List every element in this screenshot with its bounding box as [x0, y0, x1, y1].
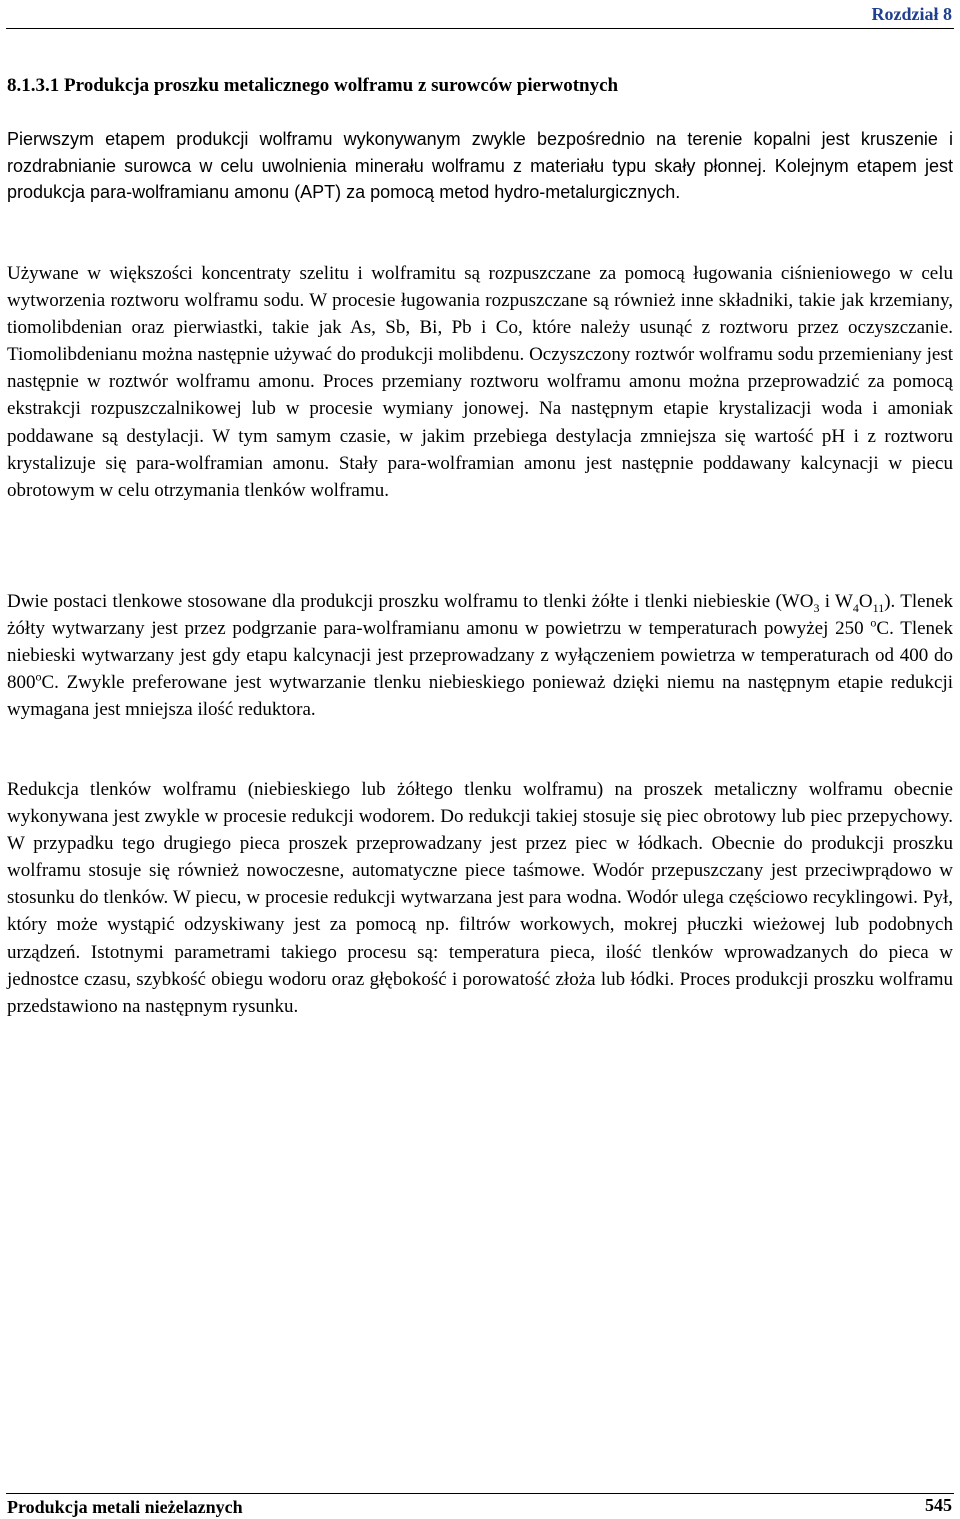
- paragraph-3-part-f: C. Zwykle preferowane jest wytwarzanie tlenku niebieskiego ponieważ dzięki niemu na następnym etapie redukcji wymagana jest mniejsza ilość reduktora.: [7, 672, 953, 721]
- chapter-label: Rozdział 8: [871, 4, 952, 24]
- header-divider: [6, 28, 954, 29]
- paragraph-4: [7, 776, 953, 1020]
- paragraph-3-part-a: Dwie postaci tlenkowe stosowane dla produkcji proszku wolframu to tlenki żółte i tlenki niebieskie (WO: [7, 591, 814, 612]
- degree-sup-1: o: [870, 615, 877, 630]
- paragraph-3: [7, 588, 953, 723]
- subscript-4: 4: [852, 600, 859, 615]
- section-heading: 8.1.3.1 Produkcja proszku metalicznego wolframu z surowców pierwotnych: [7, 75, 619, 96]
- footer-title: Produkcja metali nieżelaznych: [7, 1497, 243, 1517]
- subscript-11: 11: [872, 600, 885, 615]
- paragraph-3-part-c: O: [858, 591, 873, 612]
- paragraph-2: [7, 260, 953, 504]
- paragraph-3-text: [7, 588, 953, 723]
- paragraph-3-part-d: ). Tlenek żółty wytwarzany jest przez podgrzanie para-wolframianu amonu w powietrzu w temperaturach powyżej 250: [7, 591, 953, 640]
- paragraph-1-text: Pierwszym etapem produkcji wolframu wykonywanym zwykle bezpośrednio na terenie kopalni jest kruszenie i rozdrabnianie surowca w celu uwolnienia minerału wolframu z materiału typu skały płonnej. Kolejnym etapem jest produkcja para-wolframianu amonu (APT) za pomocą metod hydro-metalurgicznych.: [7, 129, 953, 202]
- paragraph-2-text: Używane w większości koncentraty szelitu i wolframitu są rozpuszczane za pomocą ługowania ciśnieniowego w celu wytworzenia roztworu wolframu sodu. W procesie ługowania rozpuszczane są również inne składniki, takie jak krzemiany, tiomolibdenian oraz pierwiastki, takie jak As, Sb, Bi, Pb i Co, które należy usunąć z roztworu przez oczyszczanie. Tiomolibdenianu można następnie używać do produkcji molibdenu. Oczyszczony roztwór wolframu sodu przemieniany jest następnie w roztwór wolframu amonu. Proces przemiany roztworu wolframu amonu można przeprowadzić za pomocą ekstrakcji rozpuszczalnikowej lub w procesie wymiany jonowej. Na następnym etapie krystalizacji woda i amoniak poddawane są destylacji. W tym samym czasie, w jakim przebiega destylacja zmniejsza się wartość pH i z roztworu krystalizuje się para-wolframian amonu. Stały para-wolframian amonu jest następnie poddawany kalcynacji w piecu obrotowym w celu otrzymania tlenków wolframu.: [7, 263, 953, 501]
- paragraph-4-text: Redukcja tlenków wolframu (niebieskiego lub żółtego tlenku wolframu) na proszek metaliczny wolframu obecnie wykonywana jest zwykle w procesie redukcji wodorem. Do redukcji takiej stosuje się piec obrotowy lub piec przepychowy. W przypadku tego drugiego pieca proszek przeprowadzany jest przez piec w łódkach. Obecnie do produkcji proszku wolframu stosuje się również nowoczesne, automatyczne piece taśmowe. Wodór przepuszczany jest przeciwprądowo w stosunku do tlenków. W piecu, w procesie redukcji wytwarzana jest para wodna. Wodór ulega częściowo recyklingowi. Pył, który może wystąpić odzyskiwany jest za pomocą np. filtrów workowych, mokrej płuczki wieżowej lub podobnych urządzeń. Istotnymi parametrami takiego procesu są: temperatura pieca, ilość tlenków wprowadzanych do pieca w jednostce czasu, szybkość obiegu wodoru oraz głębokość i porowatość złoża lub łódki. Proces produkcji proszku wolframu przedstawiono na następnym rysunku.: [7, 779, 953, 1017]
- subscript-3: 3: [813, 600, 820, 615]
- footer-divider: [6, 1493, 954, 1494]
- paragraph-3-part-e: C. Tlenek niebieski wytwarzany jest gdy etapu kalcynacji jest przeprowadzany z wyłączeniem powietrza w temperaturach od 400 do 800: [7, 618, 953, 694]
- paragraph-1: [7, 126, 953, 206]
- paragraph-3-part-b: i W: [819, 591, 853, 612]
- page-number: 545: [925, 1495, 952, 1515]
- degree-sup-2: o: [35, 669, 42, 684]
